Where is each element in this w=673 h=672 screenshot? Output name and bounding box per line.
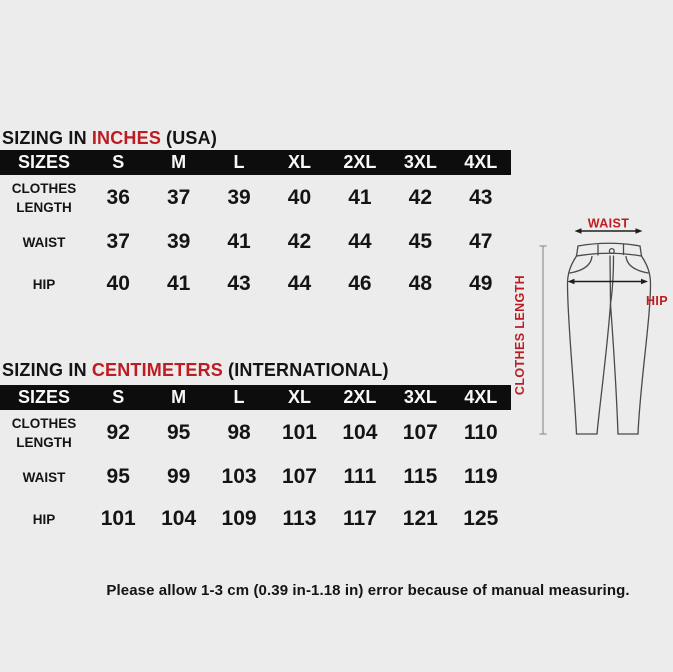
size-value-cell: 107	[281, 465, 317, 488]
size-value-cell: 43	[227, 272, 251, 295]
section-title-inches	[2, 128, 217, 149]
size-value-cell: 104	[161, 507, 197, 530]
size-value-cell: 95	[106, 465, 130, 488]
size-value-cell: 92	[106, 421, 130, 444]
row-label: CLOTHES LENGTH	[11, 416, 77, 450]
size-value-cell: 101	[281, 421, 317, 444]
column-header: L	[209, 385, 269, 410]
size-value-cell: 95	[166, 421, 191, 444]
waist-label: WAIST	[587, 216, 630, 231]
size-value-cell: 109	[221, 507, 257, 530]
size-value-cell: 37	[106, 230, 130, 253]
table-header	[0, 385, 511, 410]
column-header: SIZES	[0, 150, 88, 175]
size-value-cell: 44	[287, 272, 312, 295]
pants-outline-icon	[568, 243, 651, 434]
column-header: SIZES	[0, 385, 88, 410]
size-value-cell: 115	[403, 465, 438, 488]
column-header: 2XL	[330, 385, 390, 410]
clothes-length-label: CLOTHES LENGTH	[513, 274, 527, 396]
column-header: 4XL	[451, 385, 511, 410]
size-value-cell: 46	[348, 272, 372, 295]
column-header: 3XL	[390, 385, 450, 410]
column-header: XL	[269, 150, 329, 175]
row-label: HIP	[32, 511, 56, 527]
size-value-cell: 119	[463, 465, 498, 488]
column-header: S	[88, 385, 148, 410]
size-value-cell: 104	[342, 421, 378, 444]
title-unit: INCHES	[91, 128, 162, 148]
row-label: WAIST	[22, 234, 66, 250]
row-label: WAIST	[22, 469, 66, 485]
size-value-cell: 121	[402, 507, 438, 530]
size-value-cell: 41	[227, 230, 251, 253]
column-header: S	[88, 150, 148, 175]
row-label: CLOTHES LENGTH	[11, 181, 77, 215]
size-value-cell: 49	[469, 272, 493, 295]
size-value-cell: 37	[166, 186, 191, 209]
table-row	[0, 456, 511, 498]
size-value-cell: 111	[343, 465, 377, 488]
column-header: M	[148, 150, 208, 175]
section-title-centimeters	[2, 360, 389, 381]
size-value-cell: 43	[469, 186, 493, 209]
inches-size-table	[0, 150, 511, 305]
size-value-cell: 40	[287, 186, 312, 209]
column-header: 4XL	[451, 150, 511, 175]
column-header: L	[209, 150, 269, 175]
column-header: 3XL	[390, 150, 450, 175]
size-value-cell: 110	[463, 421, 498, 444]
row-label: HIP	[32, 276, 56, 292]
measurement-diagram	[505, 210, 673, 445]
title-suffix: (INTERNATIONAL)	[228, 360, 389, 380]
size-value-cell: 101	[100, 507, 136, 530]
size-value-cell: 40	[106, 272, 130, 295]
size-value-cell: 42	[287, 230, 312, 253]
size-value-cell: 103	[221, 465, 257, 488]
size-value-cell: 117	[342, 507, 377, 530]
size-value-cell: 107	[402, 421, 438, 444]
size-value-cell: 125	[463, 507, 499, 530]
centimeters-size-table	[0, 385, 511, 540]
size-value-cell: 98	[227, 421, 251, 444]
size-value-cell: 113	[282, 507, 317, 530]
size-value-cell: 48	[408, 272, 432, 295]
hip-arrow	[568, 279, 649, 285]
size-value-cell: 41	[348, 186, 372, 209]
size-value-cell: 39	[166, 230, 191, 253]
title-suffix: (USA)	[166, 128, 218, 148]
table-row	[0, 498, 511, 540]
size-value-cell: 44	[348, 230, 372, 253]
size-value-cell: 39	[227, 186, 251, 209]
pants-diagram	[505, 210, 673, 445]
column-header: M	[148, 385, 208, 410]
title-prefix: SIZING IN	[2, 128, 87, 148]
table-row	[0, 221, 511, 263]
title-unit: CENTIMETERS	[91, 360, 224, 380]
size-value-cell: 41	[166, 272, 191, 295]
hip-label: HIP	[646, 294, 669, 308]
table-row	[0, 410, 511, 456]
table-header	[0, 150, 511, 175]
title-prefix: SIZING IN	[2, 360, 87, 380]
table-row	[0, 175, 511, 221]
size-value-cell: 99	[166, 465, 191, 488]
size-value-cell: 36	[106, 186, 130, 209]
clothes-length-line	[540, 246, 547, 434]
size-value-cell: 42	[408, 186, 432, 209]
size-value-cell: 45	[408, 230, 432, 253]
column-header: XL	[269, 385, 329, 410]
table-row	[0, 263, 511, 305]
measuring-error-note: Please allow 1-3 cm (0.39 in-1.18 in) error because of manual measuring.	[106, 582, 630, 599]
column-header: 2XL	[330, 150, 390, 175]
size-value-cell: 47	[469, 230, 493, 253]
